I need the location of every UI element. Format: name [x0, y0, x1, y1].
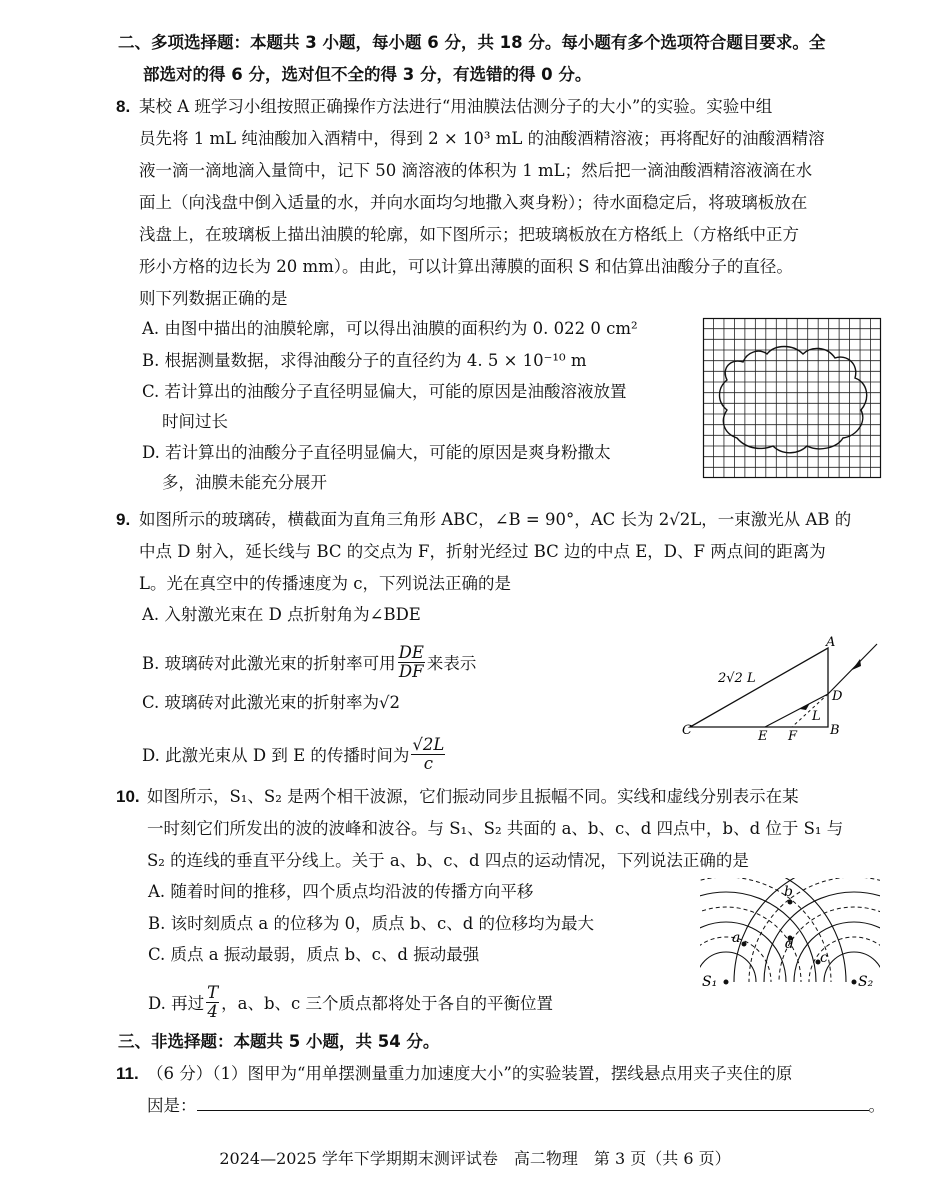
- q10-line-2: 一时刻它们所发出的波的波峰和波谷。与 S₁、S₂ 共面的 a、b、c、d 四点中，b、d 位于 S₁ 与: [147, 819, 844, 838]
- label-d: d: [785, 936, 794, 952]
- q11-line-2: [147, 1095, 885, 1117]
- q9-number: 9.: [116, 510, 131, 529]
- oil-film-outline: [720, 347, 867, 453]
- q8-line-5: 浅盘上，在玻璃板上描出油膜的轮廓，如下图所示；把玻璃板放在方格纸上（方格纸中正方: [139, 225, 799, 244]
- label-c: c: [820, 950, 828, 966]
- q8-option-b: B. 根据测量数据，求得油酸分子的直径约为 4. 5 × 10⁻¹⁰ m: [142, 351, 587, 370]
- glass-prism-figure: [670, 632, 885, 744]
- label-F: F: [788, 729, 798, 744]
- page-footer: 2024—2025 学年下学期期末测评试卷 高二物理 第 3 页（共 6 页）: [219, 1149, 731, 1168]
- oil-film-grid-figure: [703, 318, 881, 478]
- label-S2: S₂: [858, 974, 874, 990]
- label-AC: 2√2 L: [718, 671, 756, 686]
- q9-option-b-text: B. 玻璃砖对此激光束的折射率可用: [142, 654, 396, 673]
- q9-option-d-text: D. 此激光束从 D 到 E 的传播时间为: [142, 746, 410, 765]
- label-b: b: [784, 884, 793, 900]
- fraction-numerator: √2L: [412, 735, 445, 754]
- label-A: A: [826, 635, 836, 650]
- q8-option-d-line1: D. 若计算出的油酸分子直径明显偏大，可能的原因是爽身粉撒太: [142, 443, 611, 462]
- q9-option-b: [142, 643, 477, 683]
- q8-option-d-line2: 多，油膜未能充分展开: [162, 473, 327, 492]
- fraction-numerator: DE: [398, 643, 424, 662]
- q8-option-a: A. 由图中描出的油膜轮廓，可以得出油膜的面积约为 0. 022 0 cm²: [142, 319, 638, 338]
- q8-line-3: 液一滴一滴地滴入量筒中，记下 50 滴溶液的体积为 1 mL；然后把一滴油酸酒精溶液滴在水: [139, 161, 813, 180]
- q9-option-b-fraction: [398, 644, 425, 681]
- q10-line-3: S₂ 的连线的垂直平分线上。关于 a、b、c、d 四点的运动情况，下列说法正确的是: [147, 851, 749, 870]
- point-a: [742, 942, 747, 947]
- q11-prompt: 因是：: [147, 1096, 197, 1115]
- section2-heading-line2: 部选对的得 6 分，选对但不全的得 3 分，有选错的得 0 分。: [143, 65, 592, 84]
- q8-line-7: 则下列数据正确的是: [139, 289, 288, 308]
- q8-line-4: 面上（向浅盘中倒入适量的水，并向水面均匀地撒入爽身粉）；待水面稳定后，将玻璃板放在: [139, 193, 808, 212]
- q10-number: 10.: [116, 787, 140, 806]
- fraction-denominator: 4: [207, 1002, 218, 1021]
- fraction-denominator: DF: [398, 662, 424, 681]
- q10-option-a: A. 随着时间的推移，四个质点均沿波的传播方向平移: [148, 882, 534, 901]
- label-a: a: [732, 930, 741, 946]
- q8-line-6: 形小方格的边长为 20 mm）。由此，可以计算出薄膜的面积 S 和估算出油酸分子的直径。: [139, 257, 793, 276]
- q9-line-2: 中点 D 射入，延长线与 BC 的交点为 F，折射光经过 BC 边的中点 E，D、F 两点间的距离为: [139, 542, 826, 561]
- q9-line-3: L。光在真空中的传播速度为 c，下列说法正确的是: [139, 574, 511, 593]
- fraction-numerator: T: [207, 983, 219, 1002]
- q10-option-d: [148, 983, 554, 1023]
- q11-period: 。: [868, 1096, 885, 1115]
- q8-line-1: 某校 A 班学习小组按照正确操作方法进行“用油膜法估测分子的大小”的实验。实验中组: [139, 97, 773, 116]
- q8-option-c-line1: C. 若计算出的油酸分子直径明显偏大，可能的原因是油酸溶液放置: [142, 382, 627, 401]
- label-L: L: [812, 709, 821, 724]
- q11-line-1: （6 分）（1）图甲为“用单摆测量重力加速度大小”的实验装置，摆线悬点用夹子夹住的原: [147, 1064, 793, 1083]
- q9-option-d: [142, 735, 447, 775]
- q8-option-c-line2: 时间过长: [162, 412, 228, 431]
- section2-heading-line1: 二、多项选择题：本题共 3 小题，每小题 6 分，共 18 分。每小题有多个选项符合题目要求。全: [118, 33, 826, 52]
- label-D: D: [832, 689, 843, 704]
- q9-option-a: A. 入射激光束在 D 点折射角为∠BDE: [142, 605, 421, 624]
- wave-interference-figure: [700, 878, 880, 996]
- section3-heading: 三、非选择题：本题共 5 小题，共 54 分。: [118, 1032, 440, 1051]
- q10-option-d-fraction: [206, 984, 219, 1021]
- q9-option-d-fraction: [411, 736, 445, 773]
- q10-option-d-suffix: ，a、b、c 三个质点都将处于各自的平衡位置: [221, 994, 554, 1013]
- q8-line-2: 员先将 1 mL 纯油酸加入酒精中，得到 2 × 10³ mL 的油酸酒精溶液；再将配好的油酸酒精溶: [139, 129, 825, 148]
- label-B: B: [830, 723, 840, 738]
- fraction-denominator: c: [423, 754, 433, 773]
- label-S1: S₁: [702, 974, 718, 990]
- q9-line-1: 如图所示的玻璃砖，横截面为直角三角形 ABC，∠B = 90°，AC 长为 2√2L，一束激光从 AB 的: [139, 510, 852, 529]
- q9-option-b-suffix: 来表示: [426, 654, 477, 673]
- q8-number: 8.: [116, 97, 131, 116]
- q11-number: 11.: [116, 1064, 139, 1083]
- q10-option-b: B. 该时刻质点 a 的位移为 0，质点 b、c、d 的位移均为最大: [148, 914, 595, 933]
- q10-option-d-text: D. 再过: [148, 994, 205, 1013]
- answer-blank[interactable]: [197, 1096, 869, 1111]
- label-E: E: [758, 729, 768, 744]
- point-b: [788, 900, 793, 905]
- label-C: C: [682, 723, 692, 738]
- q10-line-1: 如图所示，S₁、S₂ 是两个相干波源，它们振动同步且振幅不同。实线和虚线分别表示在某: [147, 787, 799, 806]
- q10-option-c: C. 质点 a 振动最弱，质点 b、c、d 振动最强: [148, 945, 480, 964]
- q9-option-c: C. 玻璃砖对此激光束的折射率为√2: [142, 693, 401, 712]
